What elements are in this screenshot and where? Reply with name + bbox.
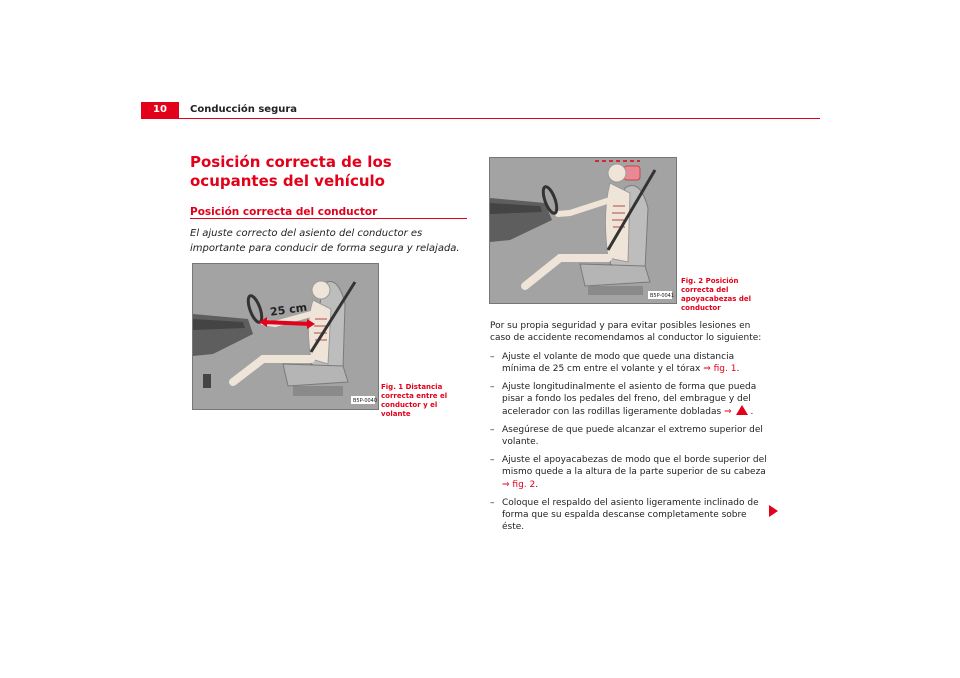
list-item: – Ajuste el volante de modo que quede una distancia mínima de 25 cm entre el volante y el tórax ⇒ fig. 1.	[490, 351, 740, 374]
section-subtitle: Posición correcta del conductor	[190, 206, 378, 218]
warning-triangle-icon	[736, 405, 748, 415]
intro-text: El ajuste correcto del asiento del conductor es importante para conducir de forma segura y relajada.	[190, 228, 460, 254]
body-paragraph: Por su propia seguridad y para evitar posibles lesiones en caso de accidente recomendamos al conductor lo siguiente:	[490, 321, 762, 344]
distance-label: 25 cm	[269, 300, 308, 319]
figure-1-illustration	[192, 263, 379, 410]
list-item: – Coloque el respaldo del asiento ligeramente inclinado de forma que su espalda descanse completamente sobre éste.	[490, 497, 759, 533]
figure-2-code: B5P-0041	[650, 293, 675, 299]
next-page-arrow-icon[interactable]	[769, 505, 778, 517]
body-text	[490, 320, 768, 539]
header-rule	[141, 118, 820, 119]
warning-link[interactable]: ⇒	[724, 407, 732, 418]
list-item: – Asegúrese de que puede alcanzar el extremo superior del volante.	[490, 425, 763, 448]
running-title: Conducción segura	[190, 104, 298, 115]
page-number: 10	[141, 102, 179, 118]
figure-1-caption: Fig. 1 Distancia correcta entre el conductor y el volante	[381, 383, 448, 418]
figure-2-link[interactable]: ⇒ fig. 2	[502, 479, 536, 490]
figure-2-illustration	[489, 157, 677, 304]
section-title: Posición correcta de los ocupantes del vehículo	[190, 153, 392, 190]
list-item: – Ajuste el apoyacabezas de modo que el borde superior del mismo quede a la altura de la parte superior de su cabeza ⇒ fig. 2.	[490, 455, 767, 490]
subtitle-rule	[190, 218, 467, 219]
figure-2-caption: Fig. 2 Posición correcta del apoyacabezas del conductor	[681, 277, 752, 312]
recommendation-list	[490, 351, 768, 534]
figure-1-link[interactable]: ⇒ fig. 1	[703, 363, 737, 374]
list-item: – Ajuste longitudinalmente el asiento de forma que pueda pisar a fondo los pedales del freno, del embrague y del acelerador con las rodillas ligeramente dobladas ⇒ .	[490, 381, 757, 418]
figure-1-code: B5P-0040	[353, 398, 378, 404]
